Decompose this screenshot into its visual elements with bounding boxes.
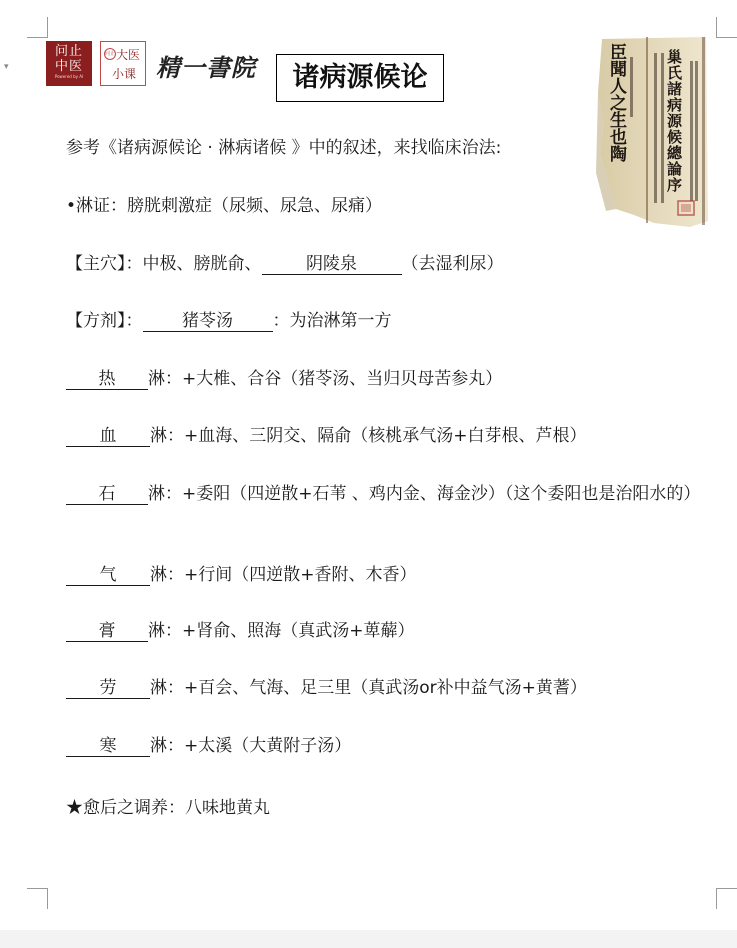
formula-label: 【方剂】： xyxy=(66,311,143,331)
type-blank: 寒 xyxy=(66,736,150,757)
margin-caret-icon: ▾ xyxy=(4,62,9,72)
list-item xyxy=(66,735,351,757)
wenzhi-logo-line1: 问止 xyxy=(54,44,83,59)
type-blank: 石 xyxy=(66,484,148,505)
acupoints-label: 【主穴】：中极、膀胱俞、 xyxy=(66,254,262,274)
type-text: 淋：+委阳（四逆散+石苇 、鸡内金、海金沙）（这个委阳也是治阳水的） xyxy=(148,484,701,504)
acupoints-note: （去湿利尿） xyxy=(401,254,504,274)
formula-line xyxy=(66,310,392,332)
wenzhi-logo xyxy=(46,41,92,86)
jingyi-academy-logo: 精一書院 xyxy=(156,53,256,82)
daiyi-xiaoke-logo xyxy=(100,41,146,86)
type-blank: 劳 xyxy=(66,678,150,699)
type-blank: 气 xyxy=(66,565,150,586)
list-item xyxy=(66,564,417,586)
daiyi-logo-line2: 小课 xyxy=(112,67,137,81)
crop-mark-top-left xyxy=(27,17,48,38)
daiyi-logo-line1: 大医 xyxy=(116,48,141,62)
book-side-text: 臣聞人之生也陶 xyxy=(606,43,626,162)
wenzhi-logo-line2: 中医 xyxy=(54,59,83,74)
list-item xyxy=(66,368,502,390)
formula-blank: 猪苓汤 xyxy=(143,311,273,332)
type-text: 淋：+行间（四逆散+香附、木香） xyxy=(150,565,417,585)
page-title: 诸病源候论 xyxy=(276,54,444,102)
formula-note: ：为治淋第一方 xyxy=(272,311,392,331)
type-text: 淋：+大椎、合谷（猪苓汤、当归贝母苦参丸） xyxy=(148,369,503,389)
page-bottom-margin xyxy=(0,930,737,948)
type-text: 淋：+太溪（大黄附子汤） xyxy=(150,736,352,756)
acupoints-blank: 阴陵泉 xyxy=(262,254,402,275)
aftercare-text: ★愈后之调养：八味地黄丸 xyxy=(66,798,270,818)
list-item xyxy=(66,425,587,447)
crop-mark-bottom-right xyxy=(716,888,737,909)
list-item xyxy=(66,677,587,699)
type-blank: 膏 xyxy=(66,621,148,642)
crop-mark-bottom-left xyxy=(27,888,48,909)
intro-text: 参考《诸病源候论 · 淋病诸候 》中的叙述，来找临床治法: xyxy=(66,138,502,158)
wenzhi-logo-tagline: Powered by AI xyxy=(54,74,84,79)
book-heading: 巢氏諸病源候總論序 xyxy=(665,49,683,193)
list-item xyxy=(66,482,716,506)
type-text: 淋：+百会、气海、足三里（真武汤or补中益气汤+黄蓍） xyxy=(150,678,587,698)
symptom-text: •淋证：膀胱刺激症（尿频、尿急、尿痛） xyxy=(66,196,383,216)
list-item xyxy=(66,620,415,642)
crop-mark-top-right xyxy=(716,17,737,38)
type-text: 淋：+肾俞、照海（真武汤+萆薢） xyxy=(148,621,415,641)
type-blank: 血 xyxy=(66,426,150,447)
type-blank: 热 xyxy=(66,369,148,390)
main-acupoints-line xyxy=(66,253,504,275)
antique-book-image xyxy=(594,33,710,228)
type-text: 淋：+血海、三阴交、隔俞（核桃承气汤+白芽根、芦根） xyxy=(150,426,587,446)
daiyi-seal: 问止 xyxy=(104,48,116,60)
